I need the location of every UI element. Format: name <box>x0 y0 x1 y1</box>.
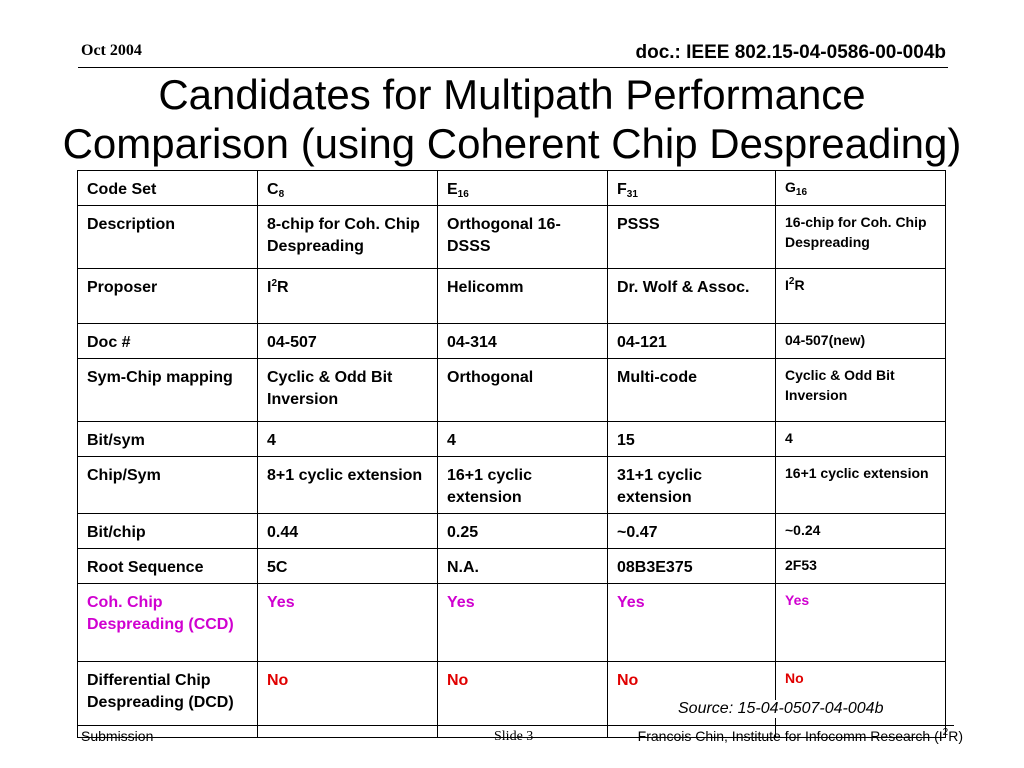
row-label: Bit/chip <box>78 514 258 549</box>
cell-code-g: $G_{16}$ <box>776 171 946 206</box>
row-label: Description <box>78 206 258 269</box>
table-cell: Yes <box>776 584 946 662</box>
table-cell: 5C <box>258 549 438 584</box>
table-cell: 4 <box>438 422 608 457</box>
table-cell: 16+1 cyclic extension <box>438 457 608 514</box>
table-row <box>78 324 946 359</box>
table-cell: 8-chip for Coh. Chip Despreading <box>258 206 438 269</box>
table-cell: 04-121 <box>608 324 776 359</box>
row-label: Bit/sym <box>78 422 258 457</box>
table-row <box>78 269 946 324</box>
table-cell: ~0.24 <box>776 514 946 549</box>
table-cell: 04-507 <box>258 324 438 359</box>
table-cell: No <box>438 662 608 738</box>
row-label: Chip/Sym <box>78 457 258 514</box>
table-cell: ~0.47 <box>608 514 776 549</box>
table-cell: Yes <box>608 584 776 662</box>
table-row <box>78 422 946 457</box>
header-rule <box>78 67 948 68</box>
table-cell: Dr. Wolf & Assoc. <box>608 269 776 324</box>
table-cell: 4 <box>258 422 438 457</box>
table-cell: 16+1 cyclic extension <box>776 457 946 514</box>
table-cell: 8+1 cyclic extension <box>258 457 438 514</box>
table-cell: Orthogonal 16-DSSS <box>438 206 608 269</box>
table-cell: 08B3E375 <box>608 549 776 584</box>
table-cell: No <box>608 662 776 738</box>
table-row <box>78 359 946 422</box>
table-cell: 4 <box>776 422 946 457</box>
footer-rule <box>78 725 954 726</box>
cell-code-f: $F_{31}$ <box>608 171 776 206</box>
table-cell: $I^2R$ <box>258 269 438 324</box>
row-label: Differential Chip Despreading (DCD) <box>78 662 258 738</box>
table-row <box>78 549 946 584</box>
table-cell: 0.44 <box>258 514 438 549</box>
table-cell: Helicomm <box>438 269 608 324</box>
table-row <box>78 457 946 514</box>
table-cell: 16-chip for Coh. Chip Despreading <box>776 206 946 269</box>
table-row <box>78 206 946 269</box>
row-label: Proposer <box>78 269 258 324</box>
table-cell: N.A. <box>438 549 608 584</box>
table-cell: 15 <box>608 422 776 457</box>
table-cell: Orthogonal <box>438 359 608 422</box>
cell-code-c: $C_8$ <box>258 171 438 206</box>
table-cell: Yes <box>438 584 608 662</box>
table-cell: $I^2R$ <box>776 269 946 324</box>
table-cell: PSSS <box>608 206 776 269</box>
row-label: Doc # <box>78 324 258 359</box>
table-cell: 2F53 <box>776 549 946 584</box>
footer-submission: Submission <box>81 728 154 744</box>
row-label: Root Sequence <box>78 549 258 584</box>
table-cell: No <box>776 662 946 738</box>
table-cell: 0.25 <box>438 514 608 549</box>
row-label: Code Set <box>78 171 258 206</box>
slide-title-line1: Candidates for Multipath Performance <box>158 71 866 118</box>
footer-slide-number: Slide 3 <box>494 729 534 744</box>
table-cell: Yes <box>258 584 438 662</box>
header-doc-id: doc.: IEEE 802.15-04-0586-00-004b <box>635 42 946 63</box>
table-cell: No <box>258 662 438 738</box>
table-row <box>78 584 946 662</box>
table-row <box>78 514 946 549</box>
header-date: Oct 2004 <box>81 42 142 59</box>
table-cell: Multi-code <box>608 359 776 422</box>
table-row <box>78 171 946 206</box>
comparison-table <box>77 170 946 738</box>
footer-author: Francois Chin, Institute for Infocomm Research $(I^2R)$ <box>637 727 963 744</box>
table-cell: Cyclic & Odd Bit Inversion <box>258 359 438 422</box>
slide-title-line2: Comparison (using Coherent Chip Despreading) <box>62 120 962 167</box>
table-cell: 04-314 <box>438 324 608 359</box>
table-cell: 31+1 cyclic extension <box>608 457 776 514</box>
table-cell: 04-507(new) <box>776 324 946 359</box>
table-cell: Cyclic & Odd Bit Inversion <box>776 359 946 422</box>
slide-title <box>0 70 1024 168</box>
cell-code-e: $E_{16}$ <box>438 171 608 206</box>
row-label: Sym-Chip mapping <box>78 359 258 422</box>
source-note: Source: 15-04-0507-04-004b <box>678 700 884 717</box>
row-label: Coh. Chip Despreading (CCD) <box>78 584 258 662</box>
